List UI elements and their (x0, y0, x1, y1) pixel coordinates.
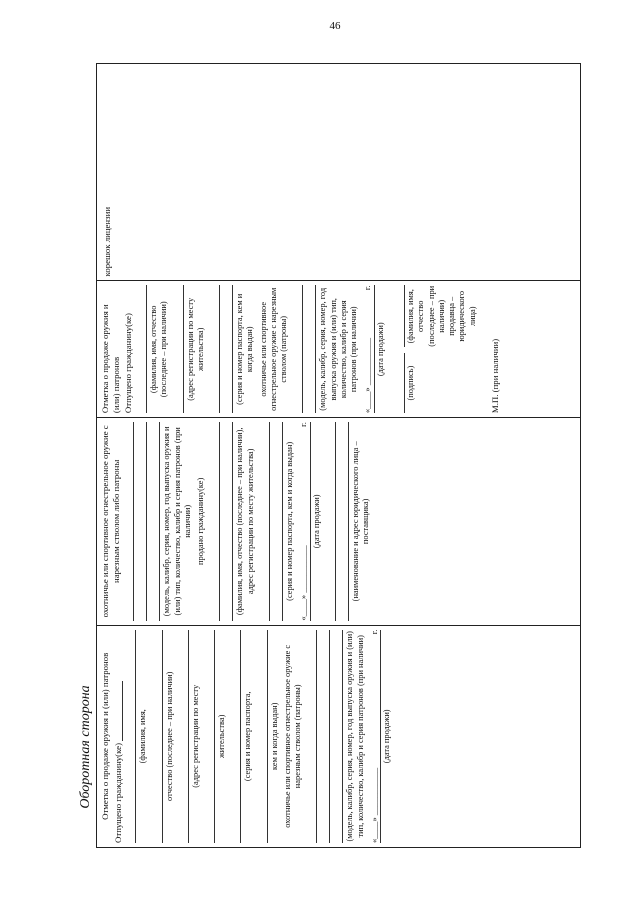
col3-hint-address: (адрес регистрации по месту жительства) (185, 297, 205, 401)
col1-hint-patronymic: отчество (последнее – при наличии) (164, 671, 174, 801)
sale-mark-column-left (97, 625, 580, 847)
license-back-form (78, 63, 581, 848)
col3-hint-model: (модель, калибр, серия, номер, год выпуска оружия и (или) тип, количество, калибр и серия патронов (при наличии) (318, 287, 359, 411)
col2-hint-seller: (наименование и адрес юридического лица – поставщика) (350, 441, 371, 602)
col3-hint-name: (фамилия, имя, отчество (последнее – при наличии) (149, 301, 169, 398)
col2-hint-name-address: (фамилия, имя, отчество (последнее – при наличии), адрес регистрации по месту жительства) (235, 427, 255, 616)
page-number: 46 (329, 20, 341, 32)
col1-hint-model: (модель, калибр, серия, номер, год выпуска оружия и (или) тип, количество, калибр и серия патронов (при наличии) (345, 631, 365, 842)
col3-stamp: М.П. (при наличии) (489, 338, 500, 414)
col3-signature-row (404, 285, 478, 413)
sale-mark-column-right (97, 280, 580, 417)
col1-issued-to: Отпущено гражданину(ке) (113, 630, 124, 843)
col3-hint-passport: (серия и номер паспорта, кем и когда выдан) (235, 293, 255, 405)
col3-hint-signature: (подпись) (404, 353, 478, 413)
col1-title: Отметка о продаже оружия и (или) патронов (100, 652, 110, 820)
license-stub-column (97, 64, 580, 280)
col3-weapon-type: охотничье или спортивное огнестрельное оружие с нарезным стволом (патроны) (258, 287, 289, 411)
col2-title: охотничье или спортивное огнестрельное оружие с нарезным стволом либо патроны (100, 425, 121, 618)
col4-title: корешок лицензии (102, 206, 112, 277)
col3-issued-to: Отпущено гражданину(ке) (123, 313, 134, 414)
col2-hint-date: (дата продажи) (311, 494, 321, 549)
col1-hint-passport-1: (серия и номер паспорта, (243, 691, 253, 782)
col3-title: Отметка о продаже оружия и (или) патронов (100, 304, 121, 414)
col1-date-line (369, 630, 381, 843)
col1-date-suffix: г. (368, 629, 379, 635)
col2-sold-to: продано гражданину(ке) (196, 477, 206, 565)
col1-hint-name: (фамилия, имя, (138, 709, 148, 764)
col2-date-suffix: г. (298, 422, 309, 427)
col3-hint-signer: (фамилия, имя, отчество (последнее – при наличии) продавца – юридического лица) (406, 285, 477, 347)
col3-date-prefix: «____» ___________ (362, 337, 373, 414)
col2-date-prefix: «____» ___________ (298, 545, 309, 621)
form-heading: Оборотная сторона (78, 685, 93, 809)
weapon-sale-column (97, 417, 580, 624)
col3-date-line (362, 285, 374, 413)
col1-date-prefix: «____» ___________ (368, 767, 379, 843)
col1-hint-address-1: (адрес регистрации по месту (190, 684, 200, 788)
col1-hint-address-2: жительства) (217, 714, 227, 758)
col1-hint-date: (дата продажи) (382, 709, 392, 764)
col3-date-suffix: г. (362, 285, 373, 291)
col3-hint-date: (дата продажи) (375, 322, 385, 377)
col1-hint-passport-2: кем и когда выдан) (269, 702, 279, 770)
col2-hint-passport: (серия и номер паспорта, кем и когда выдан) (284, 441, 294, 601)
col2-hint-model: (модель, калибр, серия, номер, год выпуска оружия и (или) тип, количество, калибр и серия патронов (при наличии) (162, 426, 192, 617)
col1-weapon-type: охотничье или спортивное огнестрельное оружие с нарезным стволом (патроны) (282, 644, 303, 828)
col2-date-line (298, 422, 310, 620)
